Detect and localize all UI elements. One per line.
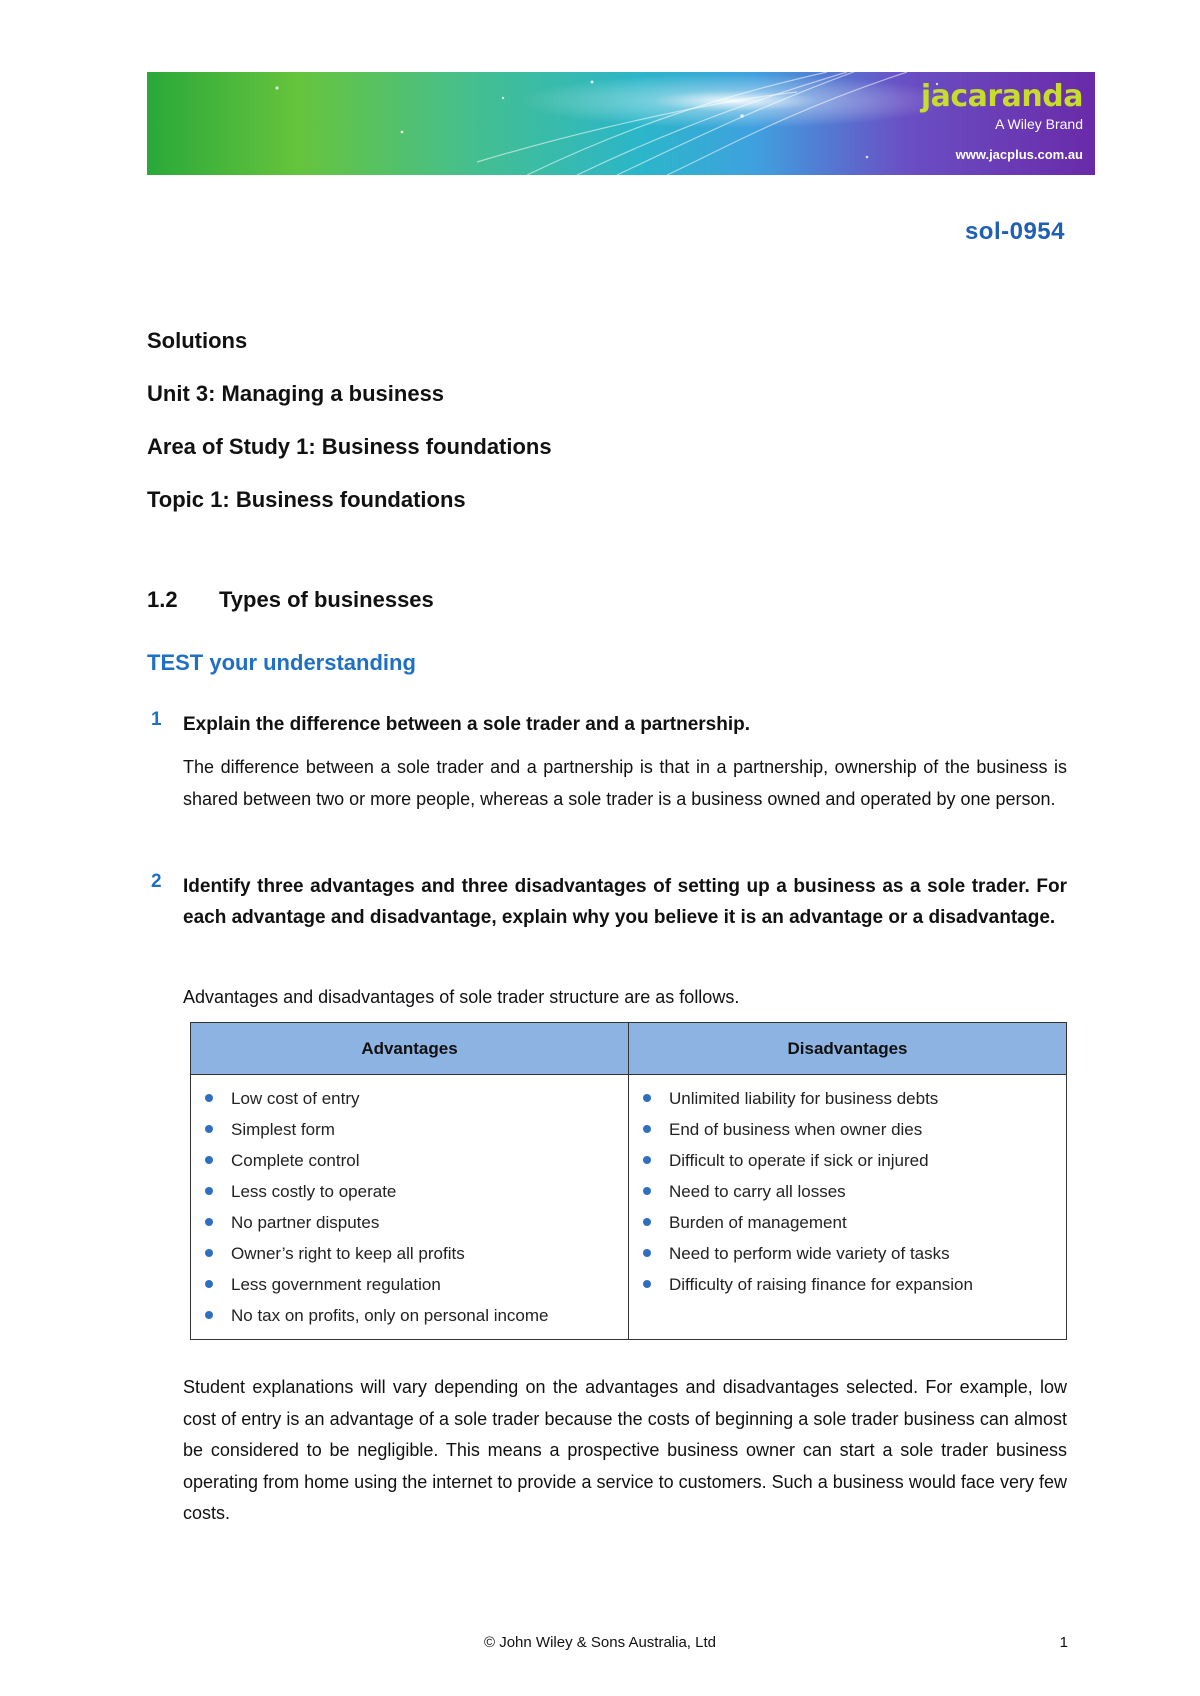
heading-area-of-study: Area of Study 1: Business foundations xyxy=(147,434,552,459)
bullet-icon xyxy=(205,1218,213,1226)
bullet-icon xyxy=(643,1187,651,1195)
answer-2-intro: Advantages and disadvantages of sole trader structure are as follows. xyxy=(183,987,740,1007)
list-item: End of business when owner dies xyxy=(641,1114,1060,1145)
bullet-icon xyxy=(643,1249,651,1257)
section-title: Types of businesses xyxy=(219,587,434,612)
footer-copyright: © John Wiley & Sons Australia, Ltd xyxy=(484,1634,716,1651)
brand-block xyxy=(921,80,1083,162)
section-heading xyxy=(147,587,434,613)
question-number: 1 xyxy=(151,709,162,730)
list-item: Simplest form xyxy=(203,1114,622,1145)
bullet-icon xyxy=(643,1218,651,1226)
bullet-icon xyxy=(205,1094,213,1102)
list-item: Low cost of entry xyxy=(203,1083,622,1114)
list-item: Need to perform wide variety of tasks xyxy=(641,1238,1060,1269)
list-item: Less costly to operate xyxy=(203,1176,622,1207)
bullet-icon xyxy=(205,1311,213,1319)
list-item: Owner’s right to keep all profits xyxy=(203,1238,622,1269)
table-header-advantages: Advantages xyxy=(191,1023,629,1075)
bullet-icon xyxy=(643,1156,651,1164)
brand-tagline: A Wiley Brand xyxy=(995,116,1083,132)
bullet-icon xyxy=(205,1249,213,1257)
list-item: Less government regulation xyxy=(203,1269,622,1300)
bullet-icon xyxy=(643,1125,651,1133)
document-id: sol-0954 xyxy=(964,218,1065,245)
jacaranda-logo: jacaranda xyxy=(920,79,1083,114)
bullet-icon xyxy=(205,1280,213,1288)
disadvantages-cell xyxy=(629,1075,1067,1340)
bullet-icon xyxy=(643,1094,651,1102)
header-banner xyxy=(147,72,1095,175)
bullet-icon xyxy=(205,1125,213,1133)
heading-unit: Unit 3: Managing a business xyxy=(147,381,445,406)
list-item: No tax on profits, only on personal income xyxy=(203,1300,622,1331)
question-text: Identify three advantages and three disadvantages of setting up a business as a sole trader. For each advantage and disadvantage, explain why you believe it is an advantage or a disadvantage. xyxy=(183,876,1067,928)
bullet-icon xyxy=(643,1280,651,1288)
answer-2-explanation: Student explanations will vary depending on the advantages and disadvantages selected. For example, low cost of entry is an advantage of a sole trader because the costs of beginning a sole trader business can almost be considered to be negligible. This means a prospective business owner can start a sole trader business operating from home using the internet to provide a service to customers. Such a business would face very few costs. xyxy=(183,1377,1067,1523)
page-number: 1 xyxy=(1059,1634,1068,1651)
advantages-cell xyxy=(191,1075,629,1340)
question-text: Explain the difference between a sole trader and a partnership. xyxy=(183,714,750,735)
bullet-icon xyxy=(205,1187,213,1195)
list-item: No partner disputes xyxy=(203,1207,622,1238)
question-number: 2 xyxy=(151,871,162,892)
section-number: 1.2 xyxy=(147,587,178,612)
list-item: Difficulty of raising finance for expansion xyxy=(641,1269,1060,1300)
list-item: Unlimited liability for business debts xyxy=(641,1083,1060,1114)
list-item: Difficult to operate if sick or injured xyxy=(641,1145,1060,1176)
bullet-icon xyxy=(205,1156,213,1164)
list-item: Burden of management xyxy=(641,1207,1060,1238)
list-item: Complete control xyxy=(203,1145,622,1176)
advantages-disadvantages-table xyxy=(190,1022,1067,1340)
table-header-disadvantages: Disadvantages xyxy=(629,1023,1067,1075)
heading-topic: Topic 1: Business foundations xyxy=(147,487,466,512)
list-item: Need to carry all losses xyxy=(641,1176,1060,1207)
brand-url: www.jacplus.com.au xyxy=(955,147,1083,162)
answer-1: The difference between a sole trader and a partnership is that in a partnership, ownership of the business is shared between two or more people, whereas a sole trader is a business owned and operated by one person. xyxy=(183,757,1067,809)
test-your-understanding-title: TEST your understanding xyxy=(147,650,416,675)
heading-solutions: Solutions xyxy=(147,328,248,353)
